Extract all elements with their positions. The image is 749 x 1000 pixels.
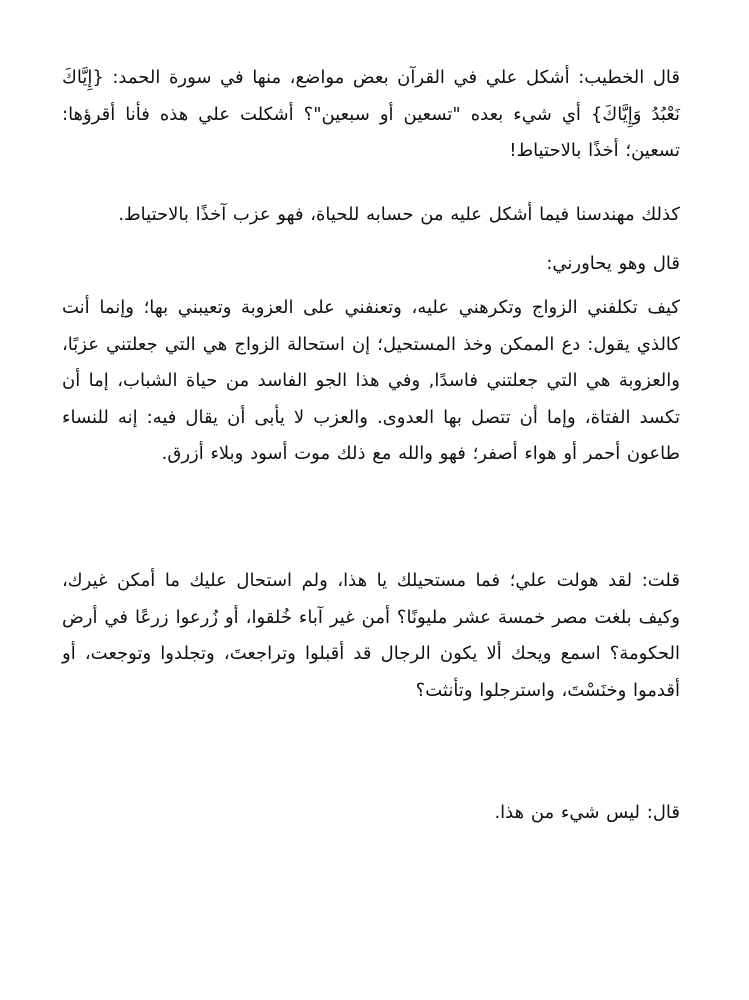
paragraph-engineer-argument: كيف تكلفني الزواج وتكرهني عليه، وتعنفني على العزوبة وتعيبني بها؛ وإنما أنت كالذي يقول: دع الممكن وخذ المستحيل؛ إن استحالة الزواج هي التي جعلتني عزبًا، والعزوبة هي التي جعلتني فاسدًا, وفي هذا الجو الفاسد من حياة الشباب، إما أن تكسد الفتاة، وإما أن تتصل بها العدوى. والعزب لا يأبى أن يقال فيه: إنه للنساء طاعون أحمر أو هواء أصفر؛ فهو والله مع ذلك موت أسود وبلاء أزرق. [62, 297, 680, 464]
paragraph-engineer-answer: قال: ليس شيء من هذا. [494, 802, 680, 823]
paragraph-dialogue-intro: قال وهو يحاورني: [546, 253, 680, 274]
paragraph-author-reply: قلت: لقد هولت علي؛ فما مستحيلك يا هذا، ولم استحال عليك ما أمكن غيرك، وكيف بلغت مصر خمسة عشر مليونًا؟ أمن غير آباء خُلقوا، أو زُرعوا زرعًا في أرض الحكومة؟ اسمع ويحك ألا يكون الرجال قد أقبلوا وتراجعتَ، وتجلدوا وتوجعت، أو أقدموا وخنَسْتَ، واسترجلوا وتأنثت؟ [62, 570, 680, 701]
paragraph-engineer-analogy: كذلك مهندسنا فيما أشكل عليه من حسابه للحياة، فهو عزب آخذًا بالاحتياط. [118, 204, 680, 225]
paragraph-preacher-quote: قال الخطيب: أشكل علي في القرآن بعض مواضع، منها في سورة الحمد: {إِيَّاكَ نَعْبُدُ وَإِيَّاكَ} أي شيء بعده "تسعين أو سبعين"؟ أشكلت علي هذه فأنا أقرؤها: تسعين؛ أخذًا بالاحتياط! [62, 67, 680, 161]
